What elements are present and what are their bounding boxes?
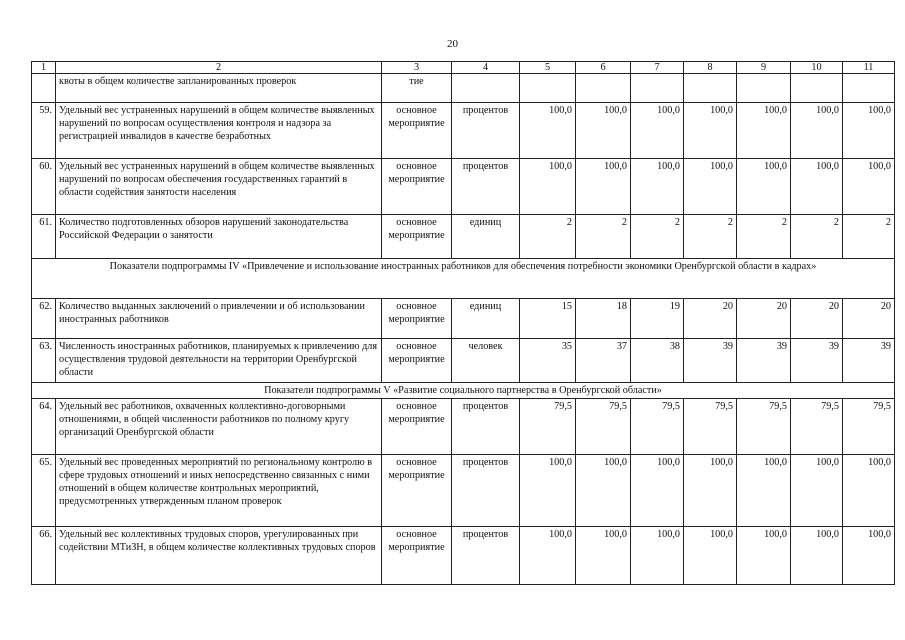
- indicator-value: 35: [520, 339, 576, 383]
- row-number: 66.: [32, 527, 56, 585]
- indicator-value: 79,5: [843, 399, 895, 455]
- indicator-value: 100,0: [737, 159, 791, 215]
- indicator-name: Удельный вес устраненных нарушений в общем количестве выявленных нарушений по вопросам осуществления контроля и надзора за регистрацией инвалидов в качестве безработных: [56, 103, 382, 159]
- indicator-value: 100,0: [684, 527, 737, 585]
- indicator-value: 100,0: [576, 527, 631, 585]
- indicator-value: 20: [684, 299, 737, 339]
- indicator-value: 37: [576, 339, 631, 383]
- indicator-unit: процентов: [452, 527, 520, 585]
- indicator-value: 100,0: [737, 455, 791, 527]
- table-row: [32, 159, 895, 215]
- indicator-value: 100,0: [576, 159, 631, 215]
- table-row: [32, 103, 895, 159]
- col-header: 4: [452, 62, 520, 74]
- indicator-value: [737, 74, 791, 103]
- indicator-value: 2: [843, 215, 895, 259]
- indicator-value: 2: [520, 215, 576, 259]
- table-row: [32, 455, 895, 527]
- indicator-name: Удельный вес устраненных нарушений в общем количестве выявленных нарушений по вопросам обеспечения государственных гарантий в области содействия занятости населения: [56, 159, 382, 215]
- indicator-value: 20: [791, 299, 843, 339]
- col-header: 6: [576, 62, 631, 74]
- row-number: 60.: [32, 159, 56, 215]
- indicator-value: 100,0: [576, 103, 631, 159]
- indicator-value: 39: [843, 339, 895, 383]
- indicator-type: основное мероприятие: [382, 527, 452, 585]
- indicator-value: 79,5: [737, 399, 791, 455]
- col-header: 2: [56, 62, 382, 74]
- row-number: 61.: [32, 215, 56, 259]
- indicator-value: 100,0: [791, 159, 843, 215]
- indicator-name: Удельный вес работников, охваченных коллективно-договорными отношениями, в общей численности работников по полному кругу организаций Оренбургской области: [56, 399, 382, 455]
- indicator-value: 100,0: [791, 103, 843, 159]
- indicator-name: Количество выданных заключений о привлечении и об использовании иностранных работников: [56, 299, 382, 339]
- indicator-value: [791, 74, 843, 103]
- indicator-value: 79,5: [631, 399, 684, 455]
- indicator-value: 2: [631, 215, 684, 259]
- indicators-table: [31, 61, 895, 585]
- indicator-value: 100,0: [631, 159, 684, 215]
- indicator-unit: процентов: [452, 455, 520, 527]
- indicator-value: 38: [631, 339, 684, 383]
- indicator-unit: единиц: [452, 299, 520, 339]
- row-number: 62.: [32, 299, 56, 339]
- section-title: Показатели подпрограммы V «Развитие социального партнерства в Оренбургской области»: [32, 383, 895, 399]
- col-header: 3: [382, 62, 452, 74]
- indicator-unit: процентов: [452, 399, 520, 455]
- col-header: 8: [684, 62, 737, 74]
- table-row: [32, 399, 895, 455]
- indicator-name: Удельный вес коллективных трудовых споров, урегулированных при содействии МТиЗН, в общем количестве коллективных трудовых споров: [56, 527, 382, 585]
- indicator-value: 100,0: [631, 103, 684, 159]
- indicator-value: 100,0: [631, 455, 684, 527]
- indicator-value: [843, 74, 895, 103]
- table-row: [32, 215, 895, 259]
- indicator-value: 2: [737, 215, 791, 259]
- table-row: [32, 339, 895, 383]
- section-row: [32, 383, 895, 399]
- indicator-value: 100,0: [631, 527, 684, 585]
- indicator-value: 100,0: [791, 527, 843, 585]
- indicator-type: основное мероприятие: [382, 103, 452, 159]
- indicator-value: 79,5: [684, 399, 737, 455]
- indicator-value: 79,5: [791, 399, 843, 455]
- indicator-value: 100,0: [791, 455, 843, 527]
- indicator-type: основное мероприятие: [382, 299, 452, 339]
- indicator-value: 100,0: [684, 159, 737, 215]
- indicator-value: 100,0: [520, 159, 576, 215]
- indicator-unit: процентов: [452, 159, 520, 215]
- indicator-value: 79,5: [520, 399, 576, 455]
- indicator-value: 19: [631, 299, 684, 339]
- indicator-value: 18: [576, 299, 631, 339]
- indicator-unit: человек: [452, 339, 520, 383]
- indicator-value: 100,0: [520, 455, 576, 527]
- row-number: 63.: [32, 339, 56, 383]
- indicator-value: 100,0: [737, 103, 791, 159]
- col-header: 1: [32, 62, 56, 74]
- row-number: 65.: [32, 455, 56, 527]
- indicator-value: [631, 74, 684, 103]
- indicator-value: 2: [684, 215, 737, 259]
- indicator-value: 100,0: [843, 159, 895, 215]
- indicator-value: 39: [684, 339, 737, 383]
- col-header: 9: [737, 62, 791, 74]
- section-row: [32, 259, 895, 299]
- indicator-name: Численность иностранных работников, планируемых к привлечению для осуществления трудовой деятельности на территории Оренбургской области: [56, 339, 382, 383]
- row-number: 64.: [32, 399, 56, 455]
- indicator-value: 100,0: [843, 455, 895, 527]
- table-body: [32, 62, 895, 585]
- indicator-type: основное мероприятие: [382, 159, 452, 215]
- page-number: 20: [447, 38, 458, 50]
- indicator-value: 79,5: [576, 399, 631, 455]
- indicator-value: 100,0: [737, 527, 791, 585]
- indicator-value: 2: [576, 215, 631, 259]
- indicator-type: тие: [382, 74, 452, 103]
- table-row: [32, 527, 895, 585]
- indicator-name: Удельный вес проведенных мероприятий по региональному контролю в сфере трудовых отношений и иных непосредственно связанных с ними отношений в общем количестве контрольных мероприятий, предусмотренных утвержденным планом проверок: [56, 455, 382, 527]
- indicator-value: 20: [843, 299, 895, 339]
- indicator-value: 100,0: [520, 103, 576, 159]
- table-row: [32, 74, 895, 103]
- row-number: 59.: [32, 103, 56, 159]
- indicator-value: 39: [737, 339, 791, 383]
- column-number-row: [32, 62, 895, 74]
- indicator-name: Количество подготовленных обзоров нарушений законодательства Российской Федерации о занятости: [56, 215, 382, 259]
- indicator-value: 100,0: [843, 527, 895, 585]
- indicator-value: [576, 74, 631, 103]
- indicator-value: 15: [520, 299, 576, 339]
- indicator-name: квоты в общем количестве запланированных проверок: [56, 74, 382, 103]
- indicator-unit: единиц: [452, 215, 520, 259]
- indicator-type: основное мероприятие: [382, 399, 452, 455]
- indicator-value: 100,0: [576, 455, 631, 527]
- indicator-unit: процентов: [452, 103, 520, 159]
- indicator-value: 20: [737, 299, 791, 339]
- indicator-type: основное мероприятие: [382, 215, 452, 259]
- row-number: [32, 74, 56, 103]
- indicator-value: 100,0: [520, 527, 576, 585]
- indicator-value: 100,0: [684, 455, 737, 527]
- col-header: 5: [520, 62, 576, 74]
- indicator-type: основное мероприятие: [382, 339, 452, 383]
- indicator-unit: [452, 74, 520, 103]
- table-row: [32, 299, 895, 339]
- section-title: Показатели подпрограммы IV «Привлечение и использование иностранных работников для обеспечения потребности экономики Оренбургской области в кадрах»: [32, 259, 895, 299]
- col-header: 10: [791, 62, 843, 74]
- indicator-value: [684, 74, 737, 103]
- indicator-value: [520, 74, 576, 103]
- indicator-value: 100,0: [684, 103, 737, 159]
- indicator-value: 39: [791, 339, 843, 383]
- col-header: 11: [843, 62, 895, 74]
- indicator-value: 100,0: [843, 103, 895, 159]
- indicator-type: основное мероприятие: [382, 455, 452, 527]
- col-header: 7: [631, 62, 684, 74]
- indicator-value: 2: [791, 215, 843, 259]
